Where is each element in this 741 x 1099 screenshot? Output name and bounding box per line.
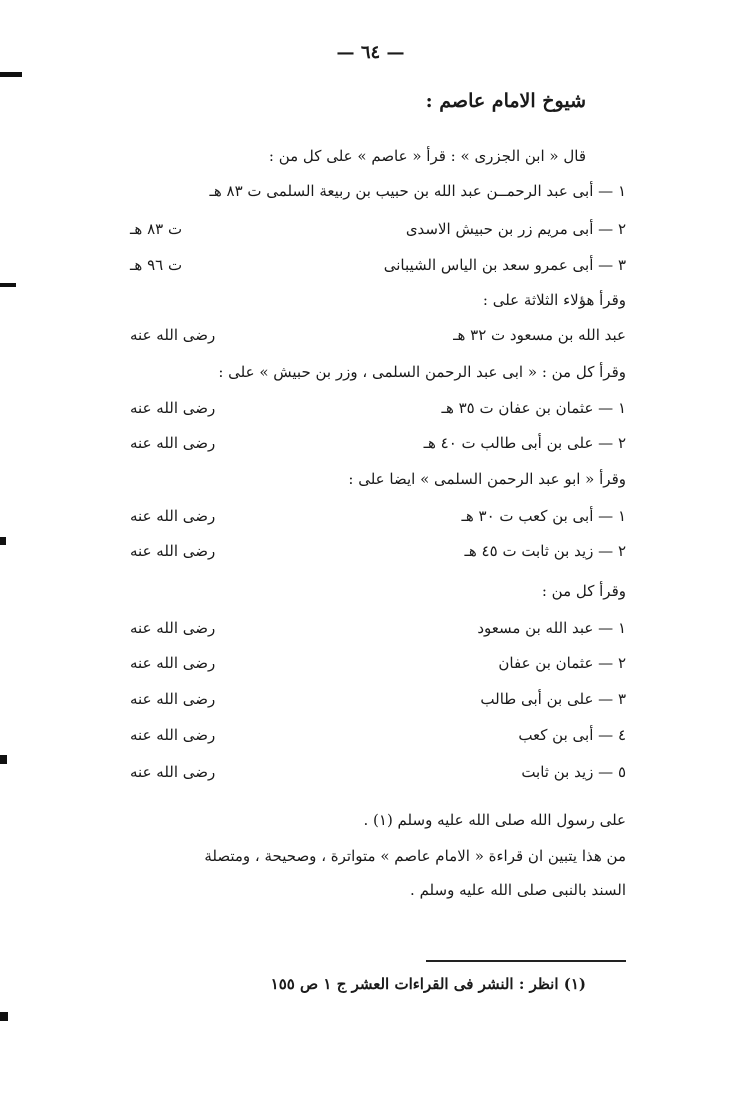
each-of2-line: وقرأ كل من : xyxy=(541,582,626,600)
scan-mark xyxy=(0,537,6,545)
teacher-3: ٣ — أبى عمرو سعد بن الياس الشيبانى xyxy=(383,256,626,274)
group4-radi-4: رضى الله عنه xyxy=(130,726,216,744)
scan-mark xyxy=(0,755,7,764)
group3-radi-1: رضى الله عنه xyxy=(130,507,216,525)
section-heading: شيوخ الامام عاصم : xyxy=(425,90,586,112)
group3-radi-2: رضى الله عنه xyxy=(130,542,216,560)
also-line: وقرأ « ابو عبد الرحمن السلمى » ايضا على : xyxy=(348,470,626,488)
page-number: — ٦٤ — xyxy=(336,42,405,63)
footnote-separator xyxy=(426,960,626,962)
group4-item-2: ٢ — عثمان بن عفان xyxy=(498,654,626,672)
conclusion-line-2: السند بالنبى صلى الله عليه وسلم . xyxy=(410,881,626,899)
group2-item-2: ٢ — على بن أبى طالب ت ٤٠ هـ xyxy=(423,434,626,452)
ibn-masud-radi: رضى الله عنه xyxy=(130,326,216,344)
teacher-3-date: ت ٩٦ هـ xyxy=(130,256,183,274)
scan-mark xyxy=(0,283,16,287)
intro-line: قال « ابن الجزرى » : قرأ « عاصم » على كل من : xyxy=(268,147,586,165)
group4-radi-5: رضى الله عنه xyxy=(130,763,216,781)
group4-radi-1: رضى الله عنه xyxy=(130,619,216,637)
ibn-masud-line: عبد الله بن مسعود ت ٣٢ هـ xyxy=(453,326,626,344)
group2-item-1: ١ — عثمان بن عفان ت ٣٥ هـ xyxy=(441,399,626,417)
group2-radi-2: رضى الله عنه xyxy=(130,434,216,452)
scan-mark xyxy=(0,72,22,77)
teacher-2-date: ت ٨٣ هـ xyxy=(130,220,183,238)
teacher-2: ٢ — أبى مريم زر بن حبيش الاسدى xyxy=(405,220,626,238)
scan-mark xyxy=(0,1012,8,1021)
group4-radi-3: رضى الله عنه xyxy=(130,690,216,708)
these-three-line: وقرأ هؤلاء الثلاثة على : xyxy=(482,291,626,309)
group2-radi-1: رضى الله عنه xyxy=(130,399,216,417)
group4-item-1: ١ — عبد الله بن مسعود xyxy=(477,619,626,637)
group4-item-5: ٥ — زيد بن ثابت xyxy=(521,763,626,781)
group4-radi-2: رضى الله عنه xyxy=(130,654,216,672)
teacher-1: ١ — أبى عبد الرحمــن عبد الله بن حبيب بن ربيعة السلمى ت ٨٣ هـ xyxy=(209,182,626,200)
group4-item-4: ٤ — أبى بن كعب xyxy=(518,726,626,744)
each-of-line: وقرأ كل من : « ابى عبد الرحمن السلمى ، وزر بن حبيش » على : xyxy=(218,363,626,381)
footnote: (١) انظر : النشر فى القراءات العشر ج ١ ص ١٥٥ xyxy=(270,975,586,993)
group3-item-1: ١ — أبى بن كعب ت ٣٠ هـ xyxy=(461,507,626,525)
prophet-line: على رسول الله صلى الله عليه وسلم (١) . xyxy=(363,811,626,829)
group3-item-2: ٢ — زيد بن ثابت ت ٤٥ هـ xyxy=(464,542,626,560)
conclusion-line-1: من هذا يتبين ان قراءة « الامام عاصم » متواترة ، وصحيحة ، ومتصلة xyxy=(204,847,626,865)
group4-item-3: ٣ — على بن أبى طالب xyxy=(480,690,626,708)
